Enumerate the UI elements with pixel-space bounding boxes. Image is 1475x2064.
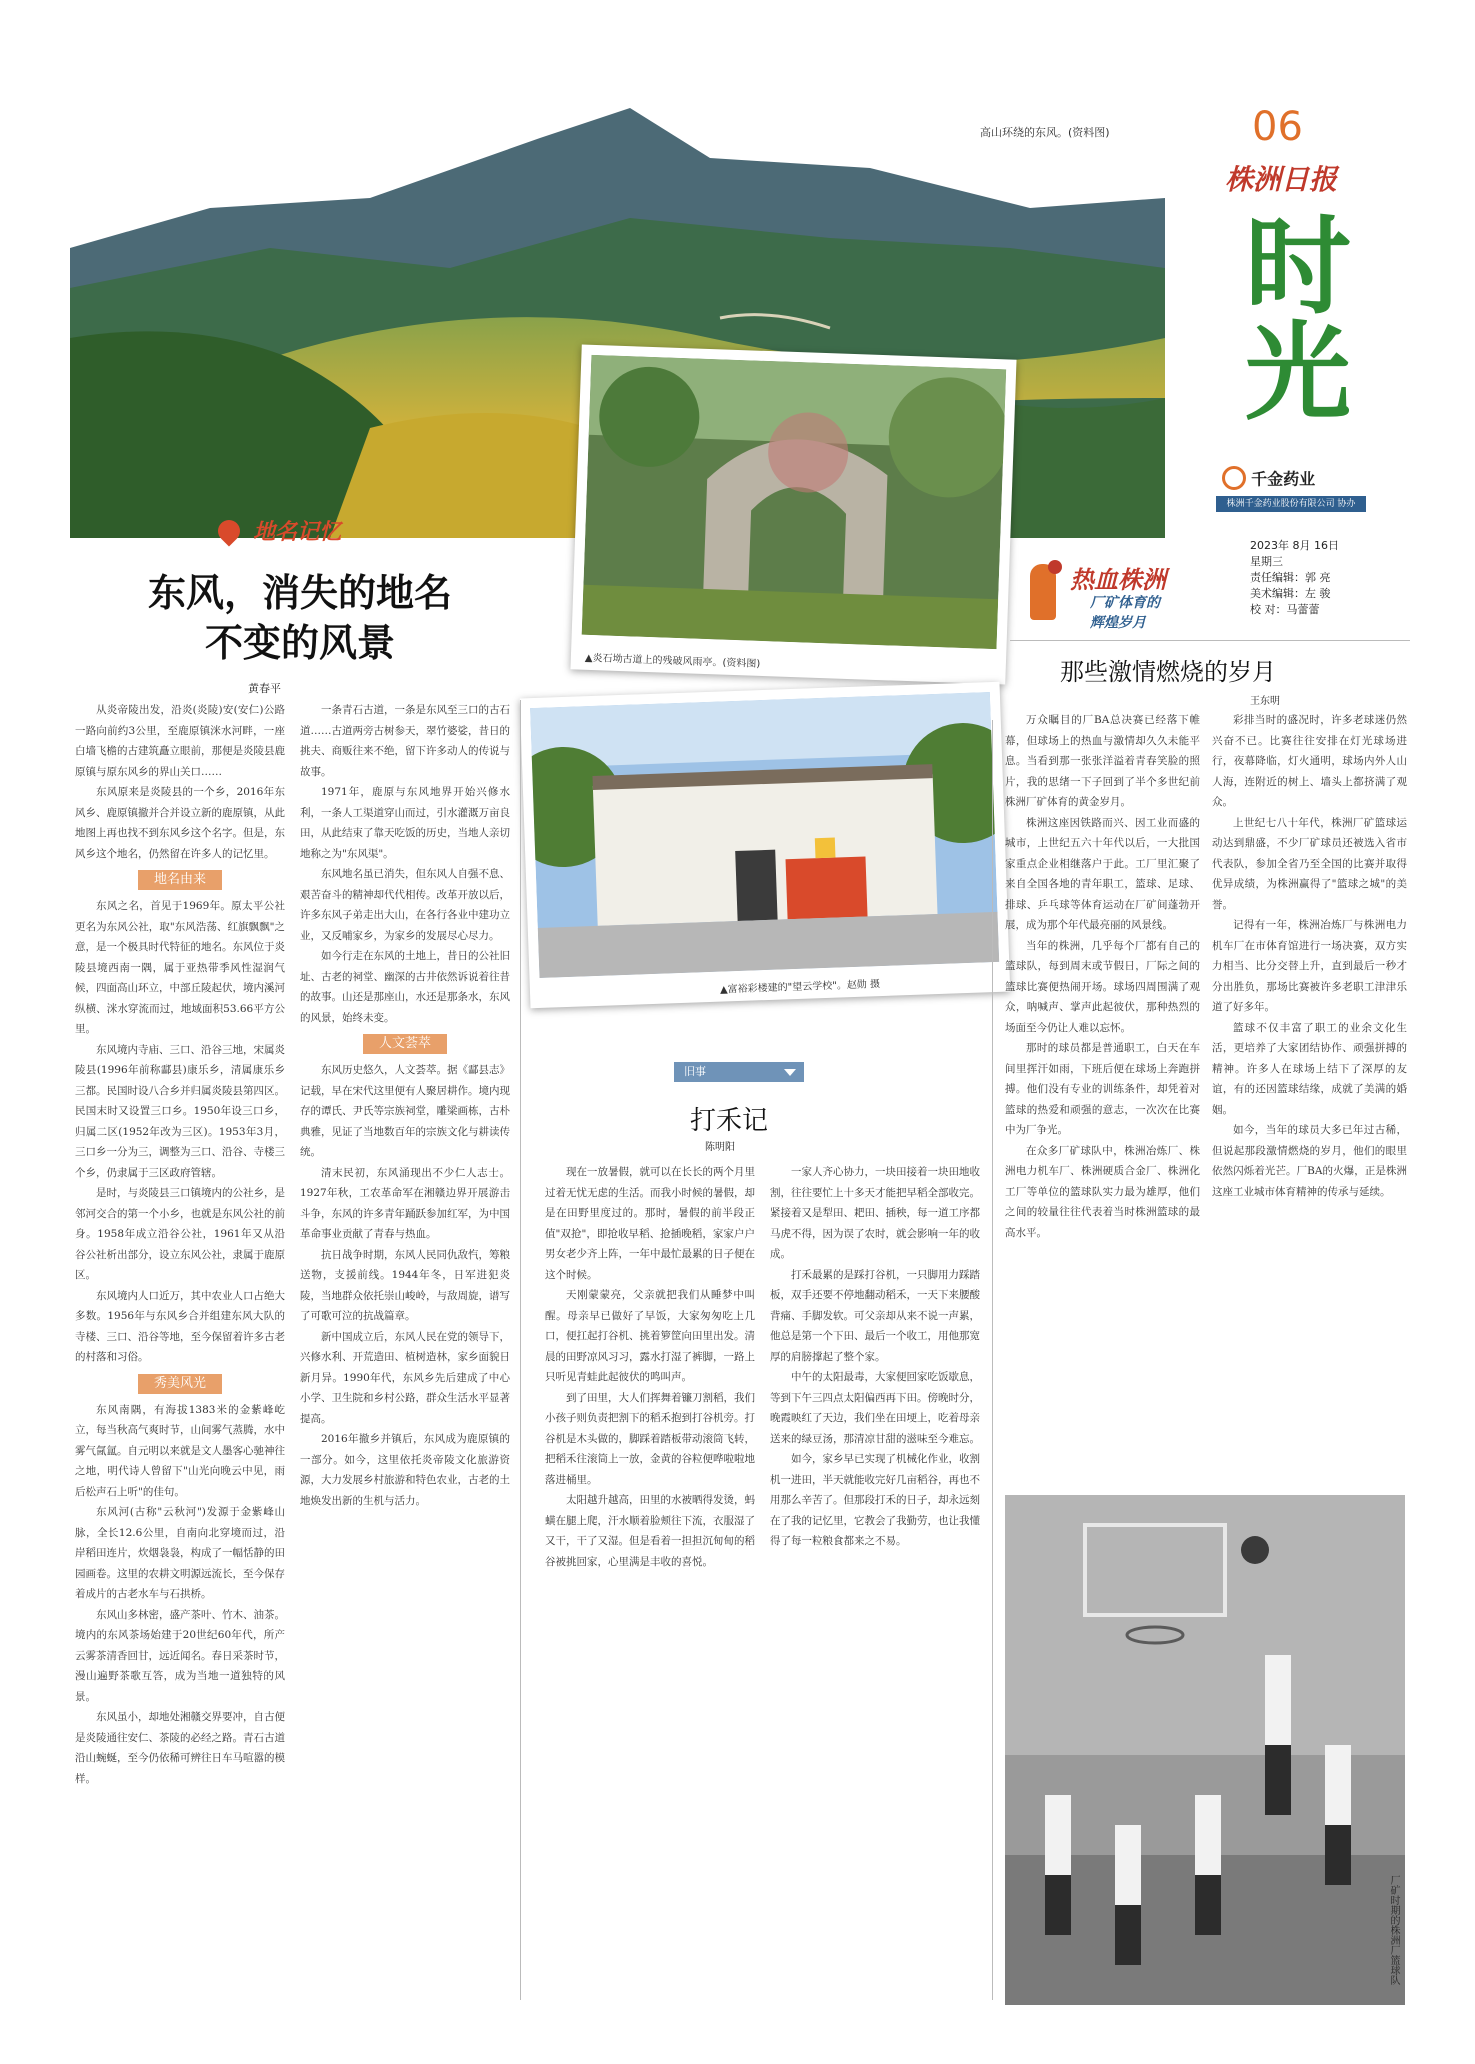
location-pin-icon bbox=[213, 515, 244, 546]
article3-tag-label: 旧事 bbox=[684, 1065, 706, 1078]
paragraph: 篮球不仅丰富了职工的业余文化生活，更培养了大家团结协作、顽强拼搏的精神。许多人在球场上结下了深厚的友谊，有的还因篮球结缘，成就了美满的婚姻。 bbox=[1212, 1021, 1407, 1116]
paper-name: 株洲日报 bbox=[1225, 163, 1338, 196]
landscape-photo-caption: 高山环绕的东风。(资料图) bbox=[980, 126, 1110, 139]
paragraph: 当年的株洲，几乎每个厂都有自己的篮球队，每到周末或节假日，厂际之间的篮球比赛便热闹开场。球场四周围满了观众，呐喊声、掌声此起彼伏，那种热烈的场面至今仍让人难以忘怀。 bbox=[1005, 939, 1200, 1034]
paragraph: 从炎帝陵出发，沿炎(炎陵)安(安仁)公路一路向前约3公里，至鹿原镇洣水河畔，一座白墙飞檐的古建筑矗立眼前，那便是炎陵县鹿原镇与原东风乡的界山关口…… bbox=[75, 704, 285, 778]
article3-author: 陈明阳 bbox=[705, 1142, 735, 1153]
section-tag-origin: 地名由来 bbox=[138, 870, 222, 890]
section-tag-culture: 人文荟萃 bbox=[363, 1034, 447, 1054]
paragraph: 上世纪七八十年代，株洲厂矿篮球运动达到鼎盛，不少厂矿球员还被选入省市代表队，参加全省乃至全国的比赛并取得优异成绩，为株洲赢得了"篮球之城"的美誉。 bbox=[1212, 816, 1407, 911]
column-tag bbox=[218, 515, 341, 549]
section-title: 时光 bbox=[1228, 210, 1353, 422]
article1-title-line1: 东风，消失的地名 bbox=[147, 570, 452, 615]
chevron-down-icon bbox=[784, 1069, 796, 1076]
article1-title-line2: 不变的风景 bbox=[204, 620, 395, 665]
paragraph: 1971年，鹿原与东风地界开始兴修水利，一条人工渠道穿山而过，引水灌溉万亩良田，从此结束了靠天吃饭的历史，当地人亲切地称之为"东风渠"。 bbox=[300, 786, 510, 860]
paragraph: 天刚蒙蒙亮，父亲就把我们从睡梦中叫醒。母亲早已做好了早饭，大家匆匆吃上几口，便扛起打谷机、挑着箩筐向田里出发。清晨的田野凉风习习，露水打湿了裤脚，一路上只听见青蛙此起彼伏的鸣叫声。 bbox=[545, 1289, 755, 1383]
sponsor-mark-icon bbox=[1222, 466, 1246, 490]
article2-title: 那些激情燃烧的岁月 bbox=[1060, 658, 1276, 686]
paragraph: 东风历史悠久，人文荟萃。据《酃县志》记载，早在宋代这里便有人聚居耕作。境内现存的谭氏、尹氏等宗族祠堂，雕梁画栋，古朴典雅，见证了当地数百年的宗族文化与耕读传统。 bbox=[300, 1064, 510, 1158]
paragraph: 在众多厂矿球队中，株洲冶炼厂、株洲电力机车厂、株洲硬质合金厂、株洲化工厂等单位的篮球队实力最为雄厚，他们之间的较量往往代表着当时株洲篮球的最高水平。 bbox=[1005, 1144, 1200, 1239]
paragraph: 东风地名虽已消失，但东风人自强不息、艰苦奋斗的精神却代代相传。改革开放以后，许多东风子弟走出大山，在各行各业中建功立业，又反哺家乡，为家乡的发展尽心尽力。 bbox=[300, 868, 510, 942]
col1a-p0 bbox=[75, 700, 285, 864]
proofreader: 校 对：马蕾蕾 bbox=[1250, 603, 1320, 616]
issue-date: 2023年 8月 16日 bbox=[1250, 539, 1339, 552]
article3-column-1 bbox=[545, 1162, 755, 2002]
article2-author: 王东明 bbox=[1250, 696, 1280, 707]
paragraph: 东风山多林密，盛产茶叶、竹木、油茶。境内的东风茶场始建于20世纪60年代，所产云雾茶清香回甘，远近闻名。春日采茶时节，漫山遍野茶歌互答，成为当地一道独特的风景。 bbox=[75, 1608, 285, 1703]
article3-title: 打禾记 bbox=[690, 1106, 769, 1136]
paragraph: 东风境内人口近万，其中农业人口占绝大多数。1956年与东风乡合并组建东风大队的寺楼、三口、沿谷等地，至今保留着许多古老的村落和习俗。 bbox=[75, 1289, 285, 1363]
paragraph: 是时，与炎陵县三口镇境内的公社乡，是邻河交合的第一个小乡，也就是东风公社的前身。1958年成立沿谷公社，1961年又从沿谷公社析出部分，设立东风公社，隶属于鹿原区。 bbox=[75, 1187, 285, 1281]
art-editor: 美术编辑：左 骏 bbox=[1250, 587, 1331, 600]
article3-column-2 bbox=[770, 1162, 980, 2002]
paragraph: 太阳越升越高，田里的水被晒得发烫，蚂蟥在腿上爬，汗水顺着脸颊往下流，衣服湿了又干，干了又湿。但是看着一担担沉甸甸的稻谷被挑回家，心里满是丰收的喜悦。 bbox=[545, 1494, 755, 1568]
article1-column-2 bbox=[300, 700, 510, 2000]
paragraph: 清末民初，东风涌现出不少仁人志士。1927年秋，工农革命军在湘赣边界开展游击斗争，东风的许多青年踊跃参加红军，为中国革命事业贡献了青春与热血。 bbox=[300, 1166, 510, 1240]
sponsor-line: 株洲千金药业股份有限公司 协办 bbox=[1216, 496, 1366, 512]
paragraph: 东风南隅，有海拔1383米的金紫峰屹立，每当秋高气爽时节，山间雾气蒸腾，水中雾气氤氲。自元明以来就是文人墨客心驰神往之地，明代诗人曾留下"山光向晚云中见，雨后松声石上听"的佳句。 bbox=[75, 1403, 285, 1498]
paragraph: 新中国成立后，东风人民在党的领导下，兴修水利、开荒造田、植树造林，家乡面貌日新月异。1990年代，东风乡先后建成了中心小学、卫生院和乡村公路，群众生活水平显著提高。 bbox=[300, 1330, 510, 1425]
page-number: 06 bbox=[1252, 104, 1303, 150]
sports-logo-line2: 厂矿体育的 bbox=[1090, 595, 1160, 611]
paragraph: 如今，家乡早已实现了机械化作业，收割机一进田，半天就能收完好几亩稻谷，再也不用那么辛苦了。但那段打禾的日子，却永远刻在了我的记忆里，它教会了我勤劳，也让我懂得了每一粒粮食都来之不易。 bbox=[770, 1453, 980, 1547]
basketball-photo bbox=[1005, 1495, 1405, 2005]
arch-photo bbox=[570, 345, 1016, 685]
paragraph: 彩排当时的盛况时，许多老球迷仍然兴奋不已。比赛往往安排在灯光球场进行，夜幕降临，灯火通明，球场内外人山人海，连附近的树上、墙头上都挤满了观众。 bbox=[1212, 714, 1407, 808]
column-divider bbox=[520, 700, 521, 2000]
paragraph: 2016年撤乡并镇后，东风成为鹿原镇的一部分。如今，这里依托炎帝陵文化旅游资源，大力发展乡村旅游和特色农业，古老的土地焕发出新的生机与活力。 bbox=[300, 1433, 510, 1507]
paragraph: 如今，当年的球员大多已年过古稀，但说起那段激情燃烧的岁月，他们的眼里依然闪烁着光芒。厂BA的火爆，正是株洲这座工业城市体育精神的传承与延续。 bbox=[1212, 1124, 1407, 1198]
paragraph: 那时的球员都是普通职工，白天在车间里挥汗如雨，下班后便在球场上奔跑拼搏。他们没有专业的训练条件，却凭着对篮球的热爱和顽强的意志，一次次在比赛中为厂争光。 bbox=[1005, 1042, 1200, 1136]
school-photo bbox=[520, 682, 1011, 1009]
article2-rule bbox=[1010, 640, 1410, 641]
paragraph: 一家人齐心协力，一块田接着一块田地收割，往往要忙上十多天才能把早稻全部收完。紧接着又是犁田、耙田、插秧，每一道工序都马虎不得，因为误了农时，就会影响一年的收成。 bbox=[770, 1166, 980, 1260]
school-building-illustration bbox=[530, 692, 999, 978]
sports-logo bbox=[1030, 560, 1210, 635]
paragraph: 东风之名，首见于1969年。原太平公社更名为东风公社，取"东风浩荡、红旗飘飘"之意，是一个极具时代特征的地名。东风位于炎陵县境西南一隅，属于亚热带季风性湿润气候，四面高山环立，中部丘陵起伏，境内溪河纵横、洣水穿流而过，地域面积53.66平方公里。 bbox=[75, 900, 285, 1035]
sponsor-logo bbox=[1222, 466, 1352, 488]
basketball-photo-caption: 厂矿时期的株洲厂篮球队 bbox=[1388, 1875, 1399, 1985]
paragraph: 东风境内寺庙、三口、沿谷三地，宋属炎陵县(1996年前称酃县)康乐乡，清属康乐乡三都。民国时设八合乡并归属炎陵县第四区。民国末时又设置三口乡。1950年设三口乡，归属二区(1952年改为三区)。1953年3月，三口乡一分为三，调整为三口、沿谷、寺楼三个乡，仍隶属于三区政府管辖。 bbox=[75, 1043, 285, 1179]
article3-tag bbox=[674, 1062, 804, 1082]
paragraph: 到了田里，大人们挥舞着镰刀割稻，我们小孩子则负责把割下的稻禾抱到打谷机旁。打谷机是木头做的，脚踩着踏板带动滚筒飞转，把稻禾往滚筒上一放，金黄的谷粒便哗啦啦地落进桶里。 bbox=[545, 1391, 755, 1486]
article1-author: 黄春平 bbox=[248, 682, 281, 695]
column-divider bbox=[992, 720, 993, 2000]
article1-title bbox=[60, 568, 540, 668]
basketball-icon bbox=[1048, 560, 1062, 574]
editor: 责任编辑：郭 亮 bbox=[1250, 571, 1331, 584]
paragraph: 记得有一年，株洲冶炼厂与株洲电力机车厂在市体育馆进行一场决赛，双方实力相当、比分交替上升，直到最后一秒才分出胜负，那场比赛被许多老职工津津乐道了好多年。 bbox=[1212, 919, 1407, 1013]
basketball-game-illustration bbox=[1005, 1495, 1405, 2005]
paragraph: 一条青石古道，一条是东风至三口的古石道……古道两旁古树参天，翠竹婆娑，昔日的挑夫、商贩往来不绝，留下许多动人的传说与故事。 bbox=[300, 704, 510, 778]
ruined-arch-illustration bbox=[582, 355, 1007, 649]
issue-weekday: 星期三 bbox=[1250, 555, 1283, 568]
sports-logo-line1: 热血株洲 bbox=[1070, 566, 1166, 594]
sponsor-name: 千金药业 bbox=[1251, 469, 1316, 489]
paragraph: 东风河(古称"云秋河")发源于金紫峰山脉，全长12.6公里，自南向北穿境而过，沿岸稻田连片，炊烟袅袅，构成了一幅恬静的田园画卷。这里的农耕文明源远流长，至今保存着成片的古老水车与石拱桥。 bbox=[75, 1506, 285, 1600]
paragraph: 抗日战争时期，东风人民同仇敌忾，筹粮送物，支援前线。1944年冬，日军进犯炎陵，当地群众依托崇山峻岭，与敌周旋，谱写了可歌可泣的抗战篇章。 bbox=[300, 1248, 510, 1322]
sports-logo-line3: 辉煌岁月 bbox=[1090, 615, 1146, 631]
paragraph: 中午的太阳最毒，大家便回家吃饭歇息，等到下午三四点太阳偏西再下田。傍晚时分，晚霞映红了天边，我们坐在田埂上，吃着母亲送来的绿豆汤，那清凉甘甜的滋味至今难忘。 bbox=[770, 1371, 980, 1445]
article2-column-2 bbox=[1212, 710, 1407, 1480]
paragraph: 打禾最累的是踩打谷机，一只脚用力踩踏板，双手还要不停地翻动稻禾，一天下来腰酸背痛、手脚发软。可父亲却从来不说一声累，他总是第一个下田、最后一个收工，用他那宽厚的肩膀撑起了整个家。 bbox=[770, 1268, 980, 1363]
paragraph: 东风虽小，却地处湘赣交界要冲，自古便是炎陵通往安仁、茶陵的必经之路。青石古道沿山蜿蜒，至今仍依稀可辨往日车马喧嚣的模样。 bbox=[75, 1711, 285, 1785]
article1-column-1 bbox=[75, 700, 285, 2000]
arch-photo-caption: ▲炎石坳古道上的残破风雨亭。(资料图) bbox=[584, 652, 761, 670]
issue-info bbox=[1250, 538, 1339, 618]
school-photo-caption: ▲富裕彩楼建的"望云学校"。赵勋 摄 bbox=[719, 979, 881, 996]
paragraph: 东风原来是炎陵县的一个乡，2016年东风乡、鹿原镇撤并合并设立新的鹿原镇，从此地图上再也找不到东风乡这个名字。但是，东风乡这个地名，仍然留在许多人的记忆里。 bbox=[75, 786, 285, 860]
article2-column-1 bbox=[1005, 710, 1200, 1480]
paragraph: 万众瞩目的厂BA总决赛已经落下帷幕，但球场上的热血与激情却久久未能平息。当看到那一张张洋溢着青春笑脸的照片，我的思绪一下子回到了半个多世纪前株洲厂矿体育的黄金岁月。 bbox=[1005, 714, 1200, 808]
section-tag-scenery: 秀美风光 bbox=[138, 1374, 222, 1394]
paragraph: 如今行走在东风的土地上，昔日的公社旧址、古老的祠堂、幽深的古井依然诉说着往昔的故事。山还是那座山，水还是那条水，东风的风景，始终未变。 bbox=[300, 950, 510, 1024]
column-tag-label: 地名记忆 bbox=[253, 520, 342, 545]
paragraph: 株洲这座因铁路而兴、因工业而盛的城市，上世纪五六十年代以后，一大批国家重点企业相继落户于此。工厂里汇聚了来自全国各地的青年职工，篮球、足球、排球、乒乓球等体育运动在厂矿间蓬勃开展，成为那个年代最亮丽的风景线。 bbox=[1005, 816, 1200, 931]
paragraph: 现在一放暑假，就可以在长长的两个月里过着无忧无虑的生活。而我小时候的暑假，却是在田野里度过的。那时，暑假的前半段正值"双抢"，即抢收早稻、抢插晚稻，家家户户男女老少齐上阵，一年中最忙最累的日子便在这个时候。 bbox=[545, 1166, 755, 1281]
